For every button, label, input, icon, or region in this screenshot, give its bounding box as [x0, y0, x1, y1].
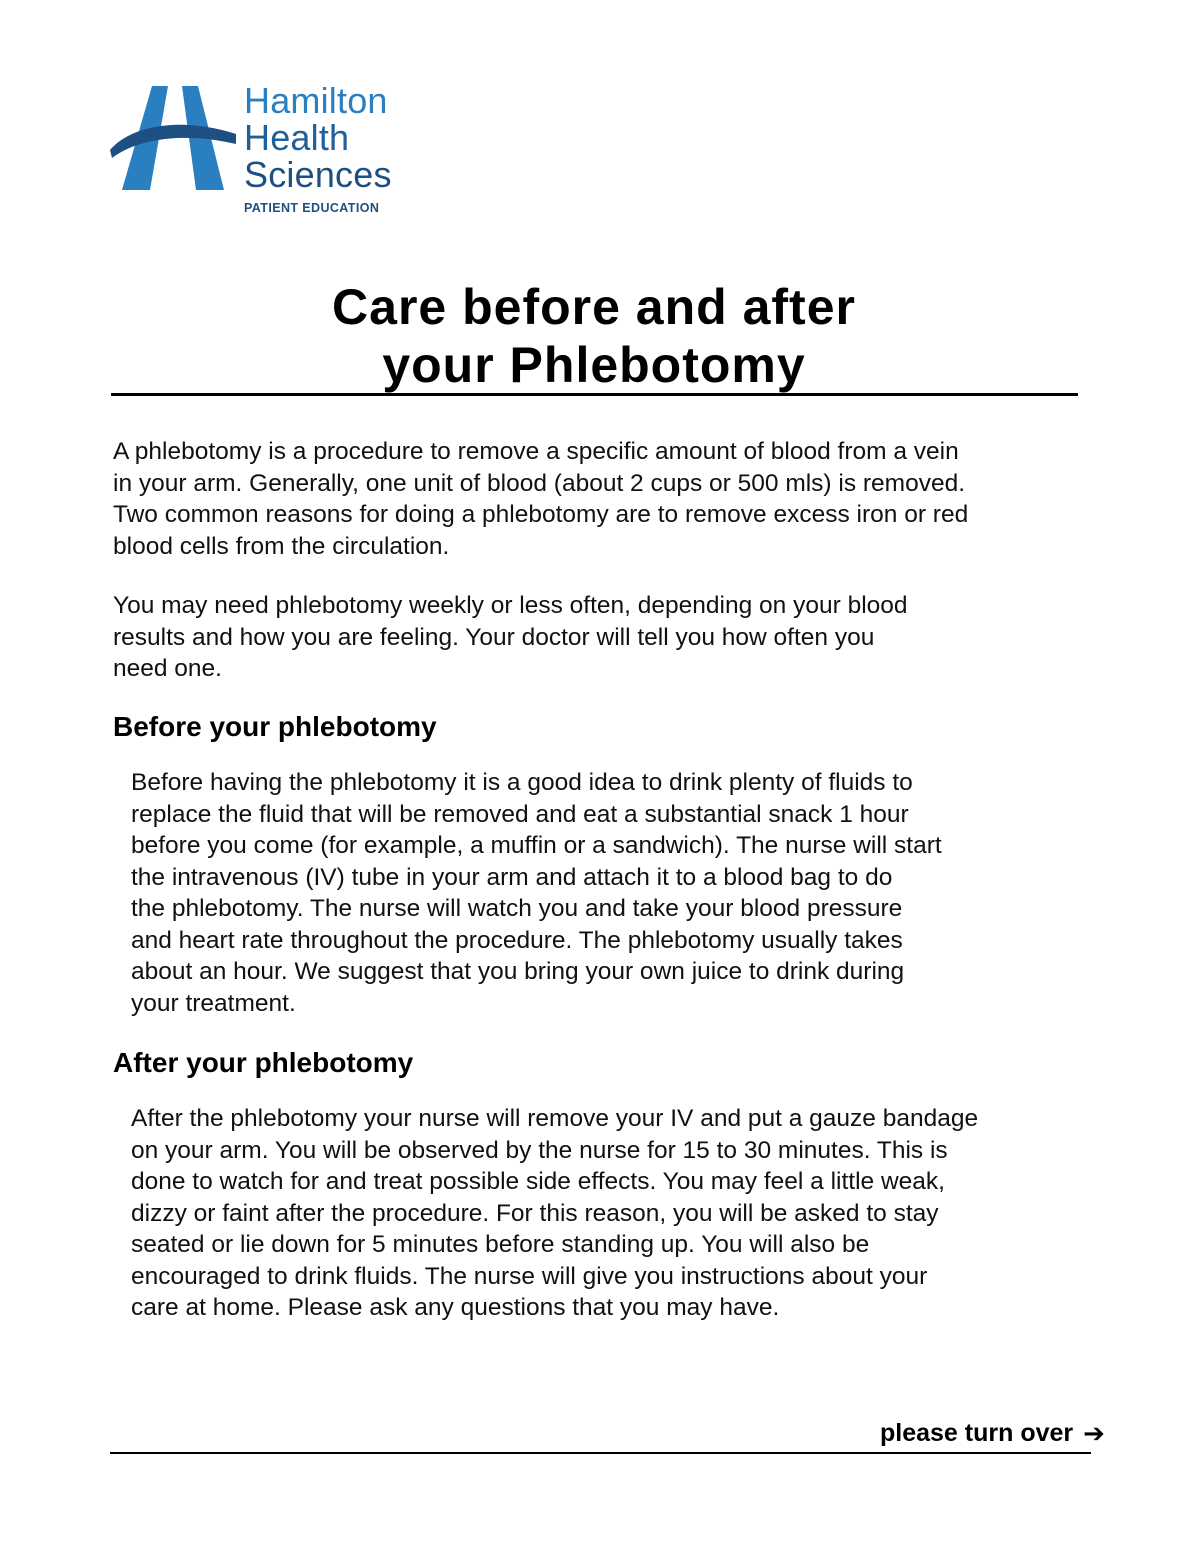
- text-line: results and how you are feeling. Your doctor will tell you how often you: [113, 623, 875, 651]
- text-line: done to watch for and treat possible side effects. You may feel a little weak,: [131, 1168, 945, 1195]
- text-line: need one.: [113, 655, 222, 682]
- logo-wordmark: [244, 82, 392, 215]
- after-section-paragraph: [131, 1103, 978, 1324]
- text-line: seated or lie down for 5 minutes before standing up. You will also be: [131, 1231, 870, 1258]
- text-line: about an hour. We suggest that you bring your own juice to drink during: [131, 958, 905, 985]
- text-line: You may need phlebotomy weekly or less often, depending on your blood: [113, 592, 908, 619]
- before-section-paragraph: [131, 767, 942, 1019]
- turn-over-label: please turn over: [880, 1419, 1074, 1447]
- text-line: on your arm. You will be observed by the nurse for 15 to 30 minutes. This is: [131, 1136, 948, 1164]
- text-line: care at home. Please ask any questions that you may have.: [131, 1294, 780, 1321]
- right-arrow-icon: ➔: [1083, 1418, 1105, 1448]
- hamilton-h-logo-icon: [110, 82, 240, 194]
- text-line: dizzy or faint after the procedure. For this reason, you will be asked to stay: [131, 1199, 939, 1227]
- footer-divider: [110, 1452, 1091, 1454]
- before-section-heading: Before your phlebotomy: [113, 711, 437, 742]
- after-section-heading: After your phlebotomy: [113, 1047, 414, 1078]
- text-line: Two common reasons for doing a phlebotomy are to remove excess iron or red: [113, 501, 969, 528]
- page-title-line-2: your Phlebotomy: [382, 337, 806, 393]
- text-line: blood cells from the circulation.: [113, 532, 450, 560]
- text-line: replace the fluid that will be removed and eat a substantial snack 1 hour: [131, 800, 909, 828]
- intro-paragraph-2: [113, 590, 908, 685]
- text-line: Before having the phlebotomy it is a good idea to drink plenty of fluids to: [131, 769, 913, 796]
- logo-subtitle: PATIENT EDUCATION: [244, 201, 380, 215]
- text-line: the phlebotomy. The nurse will watch you and take your blood pressure: [131, 895, 903, 922]
- hamilton-health-sciences-logo: [110, 82, 430, 222]
- logo-line-sciences: Sciences: [244, 154, 392, 195]
- logo-line-health: Health: [244, 117, 350, 158]
- page-title: [110, 278, 1078, 394]
- text-line: the intravenous (IV) tube in your arm and attach it to a blood bag to do: [131, 863, 893, 891]
- title-divider: [111, 393, 1078, 396]
- logo-line-hamilton: Hamilton: [244, 80, 388, 121]
- text-line: in your arm. Generally, one unit of blood (about 2 cups or 500 mls) is removed.: [113, 469, 966, 497]
- page-title-line-1: Care before and after: [332, 279, 856, 335]
- intro-paragraph-1: [113, 436, 968, 562]
- turn-over-note: [880, 1418, 1150, 1449]
- text-line: and heart rate throughout the procedure. The phlebotomy usually takes: [131, 926, 903, 954]
- text-line: your treatment.: [131, 989, 296, 1017]
- text-line: encouraged to drink fluids. The nurse will give you instructions about your: [131, 1262, 928, 1290]
- text-line: After the phlebotomy your nurse will remove your IV and put a gauze bandage: [131, 1105, 979, 1132]
- text-line: A phlebotomy is a procedure to remove a specific amount of blood from a vein: [113, 438, 959, 465]
- text-line: before you come (for example, a muffin or a sandwich). The nurse will start: [131, 832, 942, 859]
